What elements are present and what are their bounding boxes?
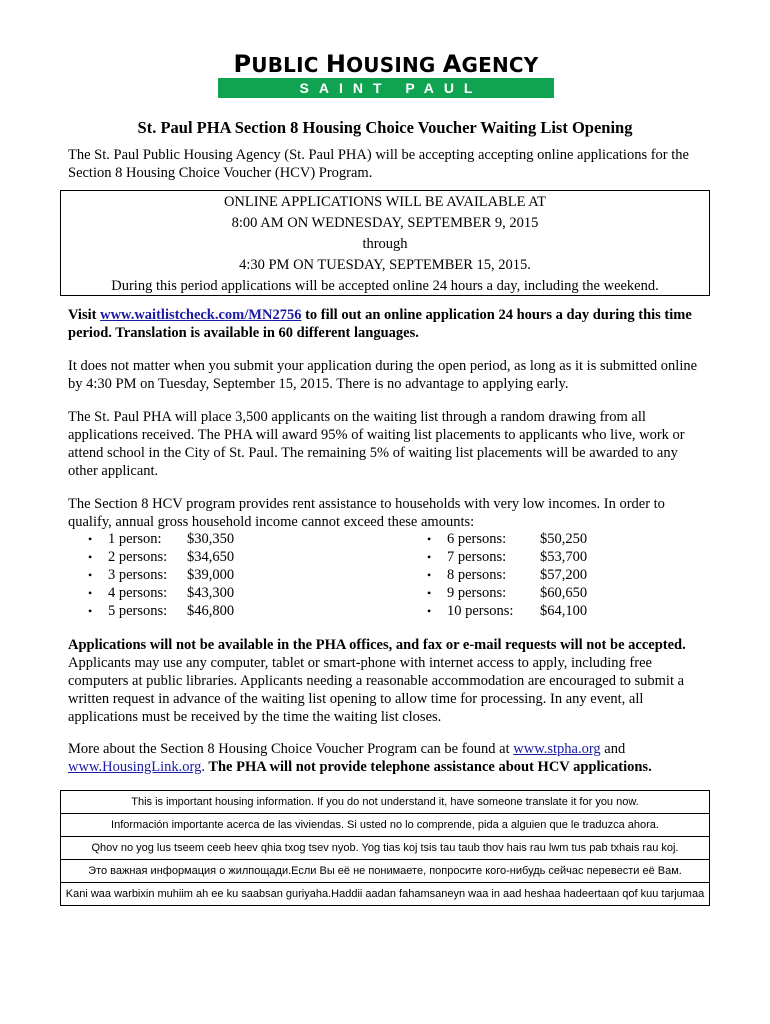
applications-paragraph: Applications will not be available in the PHA offices, and fax or e-mail requests will not be accepted. Applicants may use any computer, tablet or smart-phone with internet access to apply, including free computers at public libraries. Applicants needing a reasonable accommodation are encouraged to submit a written request in advance of the waiting list opening to allow time for processing. In any event, all applications must be received by the time the waiting list closes. <box>68 637 686 725</box>
table-row <box>61 883 710 906</box>
notice-russian: Это важная информация о жилпощади.Если Вы её не понимаете, попросите кого-нибудь сейчас перевести её Вам. <box>61 860 710 883</box>
income-item: • 5 persons: $46,800 <box>88 603 235 619</box>
availability-line-5: During this period applications will be accepted online 24 hours a day, including the weekend. <box>111 278 659 294</box>
income-item: • 2 persons: $34,650 <box>88 549 235 565</box>
table-row <box>61 837 710 860</box>
income-list-left <box>88 530 408 620</box>
visit-paragraph: Visit www.waitlistcheck.com/MN2756 to fill out an online application 24 hours a day during this time period. Translation is available in 60 different languages. <box>68 307 692 341</box>
availability-line-4: 4:30 PM ON TUESDAY, SEPTEMBER 15, 2015. <box>239 257 531 273</box>
page-title: St. Paul PHA Section 8 Housing Choice Voucher Waiting List Opening <box>137 118 633 137</box>
table-row <box>61 791 710 814</box>
availability-line-2: 8:00 AM ON WEDNESDAY, SEPTEMBER 9, 2015 <box>231 215 539 231</box>
more-info-paragraph: More about the Section 8 Housing Choice Voucher Program can be found at www.stpha.org and www.HousingLink.org. The PHA will not provide telephone assistance about HCV applications. <box>68 741 652 775</box>
availability-line-1: ONLINE APPLICATIONS WILL BE AVAILABLE AT <box>223 194 547 210</box>
availability-line-3: through <box>362 236 408 252</box>
income-item: • 8 persons: $57,200 <box>427 567 588 583</box>
notice-spanish: Información importante acerca de las viviendas. Si usted no lo comprende, pida a alguien que le traduzca ahora. <box>61 814 710 837</box>
intro-paragraph: The St. Paul Public Housing Agency (St. Paul PHA) will be accepting accepting online applications for the Section 8 Housing Choice Voucher (HCV) Program. <box>68 147 689 181</box>
stpha-link[interactable]: www.stpha.org <box>513 741 601 757</box>
waitlist-link[interactable]: www.waitlistcheck.com/MN2756 <box>100 307 302 323</box>
notice-hmong: Qhov no yog lus tseem ceeb heev qhia txog tsev nyob. Yog tias koj tsis tau taub thov hais rau lwm tus pab txhais rau koj. <box>61 837 710 860</box>
drawing-paragraph: The St. Paul PHA will place 3,500 applicants on the waiting list through a random drawing from all applications received. The PHA will award 95% of waiting list placements to applicants who live, work or attend school in the City of St. Paul. The remaining 5% of waiting list placements will be awarded to any other applicant. <box>68 409 685 479</box>
notice-somali: Kani waa warbixin muhiim ah ee ku saabsan guriyaha.Haddii aadan fahamsaneyn waa in aad heshaa hadeertaan qof kuu tarjumaa <box>61 883 710 906</box>
income-item: • 3 persons: $39,000 <box>88 567 235 583</box>
income-item: • 7 persons: $53,700 <box>427 549 588 565</box>
timing-paragraph: It does not matter when you submit your application during the open period, as long as it is submitted online by 4:30 PM on Tuesday, September 15, 2015. There is no advantage to applying early. <box>68 358 698 392</box>
agency-logo <box>218 50 554 98</box>
translation-notice-table <box>60 790 710 906</box>
income-paragraph: The Section 8 HCV program provides rent assistance to households with very low incomes. In order to qualify, annual gross household income cannot exceed these amounts: <box>68 496 665 530</box>
agency-city-bar: SAINT PAUL <box>218 78 554 98</box>
table-row <box>61 814 710 837</box>
income-list-right <box>427 530 747 620</box>
income-item: • 4 persons: $43,300 <box>88 585 235 601</box>
table-row <box>61 860 710 883</box>
housinglink-link[interactable]: www.HousingLink.org <box>68 759 202 775</box>
income-item: • 6 persons: $50,250 <box>427 531 588 547</box>
income-item: • 1 person: $30,350 <box>88 531 235 547</box>
notice-english: This is important housing information. If you do not understand it, have someone translate it for you now. <box>61 791 710 814</box>
agency-name: PUBLIC HOUSING AGENCY <box>233 50 539 78</box>
availability-box <box>60 190 710 296</box>
income-item: • 10 persons: $64,100 <box>427 603 588 619</box>
income-item: • 9 persons: $60,650 <box>427 585 588 601</box>
